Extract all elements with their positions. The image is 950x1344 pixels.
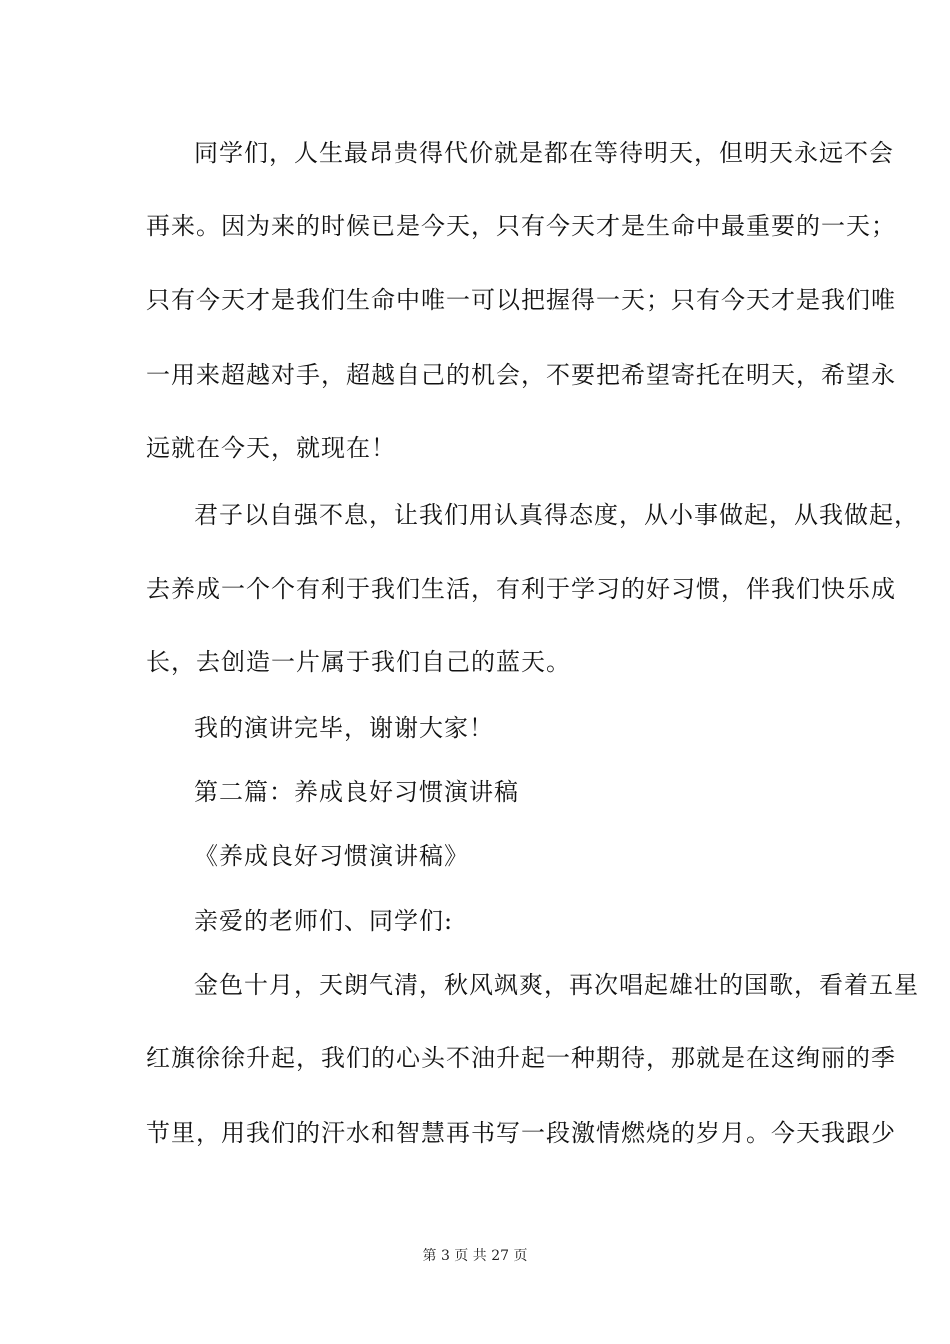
speech-title: 《养成良好习惯演讲稿》 <box>194 842 469 870</box>
paragraph-line: 节里，用我们的汗水和智慧再书写一段激情燃烧的岁月。今天我跟少 <box>146 1119 896 1147</box>
paragraph-line: 再来。因为来的时候已是今天，只有今天才是生命中最重要的一天； <box>146 212 896 240</box>
paragraph-line: 金色十月，天朗气清，秋风飒爽，再次唱起雄壮的国歌，看着五星 <box>194 971 919 999</box>
paragraph-line: 去养成一个个有利于我们生活，有利于学习的好习惯，伴我们快乐成 <box>146 575 896 603</box>
closing-line: 我的演讲完毕，谢谢大家！ <box>194 714 494 742</box>
paragraph-line: 红旗徐徐升起，我们的心头不油升起一种期待，那就是在这绚丽的季 <box>146 1044 896 1072</box>
paragraph-line: 同学们，人生最昂贵得代价就是都在等待明天，但明天永远不会 <box>194 139 894 167</box>
paragraph-line: 君子以自强不息，让我们用认真得态度，从小事做起，从我做起， <box>194 501 919 529</box>
paragraph-line: 只有今天才是我们生命中唯一可以把握得一天；只有今天才是我们唯 <box>146 286 896 314</box>
section-heading: 第二篇：养成良好习惯演讲稿 <box>194 778 519 806</box>
page-number-footer: 第 3 页 共 27 页 <box>422 1248 528 1264</box>
paragraph-line: 一用来超越对手，超越自己的机会，不要把希望寄托在明天，希望永 <box>146 361 896 389</box>
paragraph-line: 长，去创造一片属于我们自己的蓝天。 <box>146 648 571 676</box>
salutation: 亲爱的老师们、同学们: <box>194 907 454 935</box>
paragraph-line: 远就在今天，就现在！ <box>146 434 396 462</box>
